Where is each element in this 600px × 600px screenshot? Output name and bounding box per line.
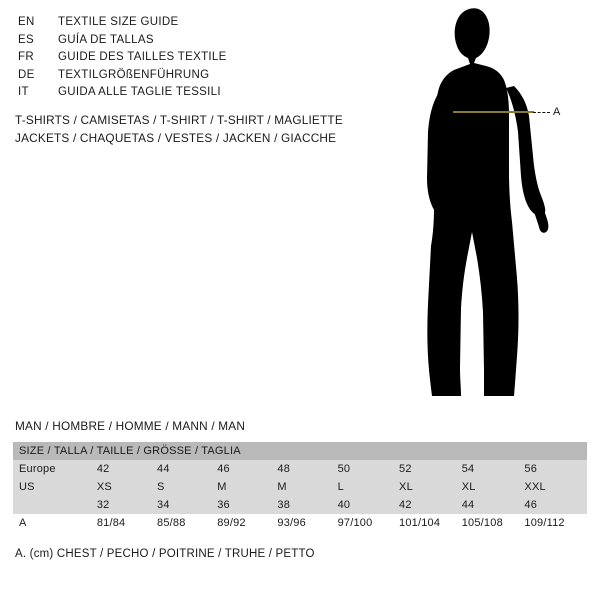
table-header-row: [13, 442, 587, 460]
measure-label-a: A: [553, 106, 561, 118]
language-row: [18, 67, 227, 85]
table-cell: 105/108: [462, 514, 525, 532]
table-cell: 46: [217, 460, 277, 478]
table-cell: M: [217, 478, 277, 496]
row-label: A: [13, 514, 97, 532]
table-cell: 50: [338, 460, 399, 478]
row-label: [13, 496, 97, 514]
language-title: TEXTILGRÖßENFÜHRUNG: [58, 68, 210, 81]
table-cell: 89/92: [217, 514, 277, 532]
table-title-man: MAN / HOMBRE / HOMME / MANN / MAN: [15, 419, 246, 433]
table-row: [13, 514, 587, 532]
language-row: [18, 84, 227, 102]
table-cell: XL: [399, 478, 462, 496]
table-cell: XL: [462, 478, 525, 496]
language-title: TEXTILE SIZE GUIDE: [58, 16, 179, 28]
table-cell: XS: [97, 478, 157, 496]
table-cell: 40: [338, 496, 399, 514]
language-code: DE: [18, 68, 35, 81]
table-row: [13, 478, 587, 496]
language-row: [18, 49, 227, 67]
table-cell: 38: [277, 496, 337, 514]
table-cell: 36: [217, 496, 277, 514]
silhouette-body: [427, 8, 548, 396]
row-label: US: [13, 478, 97, 496]
language-code: ES: [18, 33, 34, 46]
language-row: [18, 14, 227, 32]
table-row: [13, 496, 587, 514]
table-cell: XXL: [524, 478, 587, 496]
language-title: GUIDA ALLE TAGLIE TESSILI: [58, 86, 221, 98]
language-title: GUÍA DE TALLAS: [58, 33, 154, 46]
male-silhouette-figure: [398, 8, 588, 403]
table-cell: 52: [399, 460, 462, 478]
table-cell: 81/84: [97, 514, 157, 532]
table-cell: 93/96: [277, 514, 337, 532]
language-code: FR: [18, 51, 34, 63]
table-cell: 42: [399, 496, 462, 514]
category-tshirts: T-SHIRTS / CAMISETAS / T-SHIRT / T-SHIRT / MAGLIETTE: [15, 113, 343, 127]
row-label: Europe: [13, 460, 97, 478]
table-cell: 48: [277, 460, 337, 478]
size-table: [13, 442, 587, 532]
table-cell: 32: [97, 496, 157, 514]
table-row: [13, 460, 587, 478]
table-cell: 44: [157, 460, 217, 478]
language-row: [18, 32, 227, 50]
table-cell: 44: [462, 496, 525, 514]
table-cell: 101/104: [399, 514, 462, 532]
category-jackets: JACKETS / CHAQUETAS / VESTES / JACKEN / GIACCHE: [15, 131, 337, 145]
table-cell: 46: [524, 496, 587, 514]
table-cell: 109/112: [524, 514, 587, 532]
table-cell: L: [338, 478, 399, 496]
table-cell: 34: [157, 496, 217, 514]
table-cell: 42: [97, 460, 157, 478]
table-cell: 54: [462, 460, 525, 478]
language-title: GUIDE DES TAILLES TEXTILE: [58, 51, 227, 63]
table-footnote: A. (cm) CHEST / PECHO / POITRINE / TRUHE / PETTO: [15, 548, 315, 560]
table-cell: 56: [524, 460, 587, 478]
language-list: [18, 14, 227, 102]
table-header-label: SIZE / TALLA / TAILLE / GRÖSSE / TAGLIA: [13, 442, 587, 460]
language-code: EN: [18, 16, 35, 28]
table-cell: S: [157, 478, 217, 496]
table-cell: 97/100: [338, 514, 399, 532]
table-cell: 85/88: [157, 514, 217, 532]
measure-leader-line: [533, 112, 550, 114]
category-list: [15, 111, 343, 147]
language-code: IT: [18, 86, 29, 98]
table-cell: M: [277, 478, 337, 496]
